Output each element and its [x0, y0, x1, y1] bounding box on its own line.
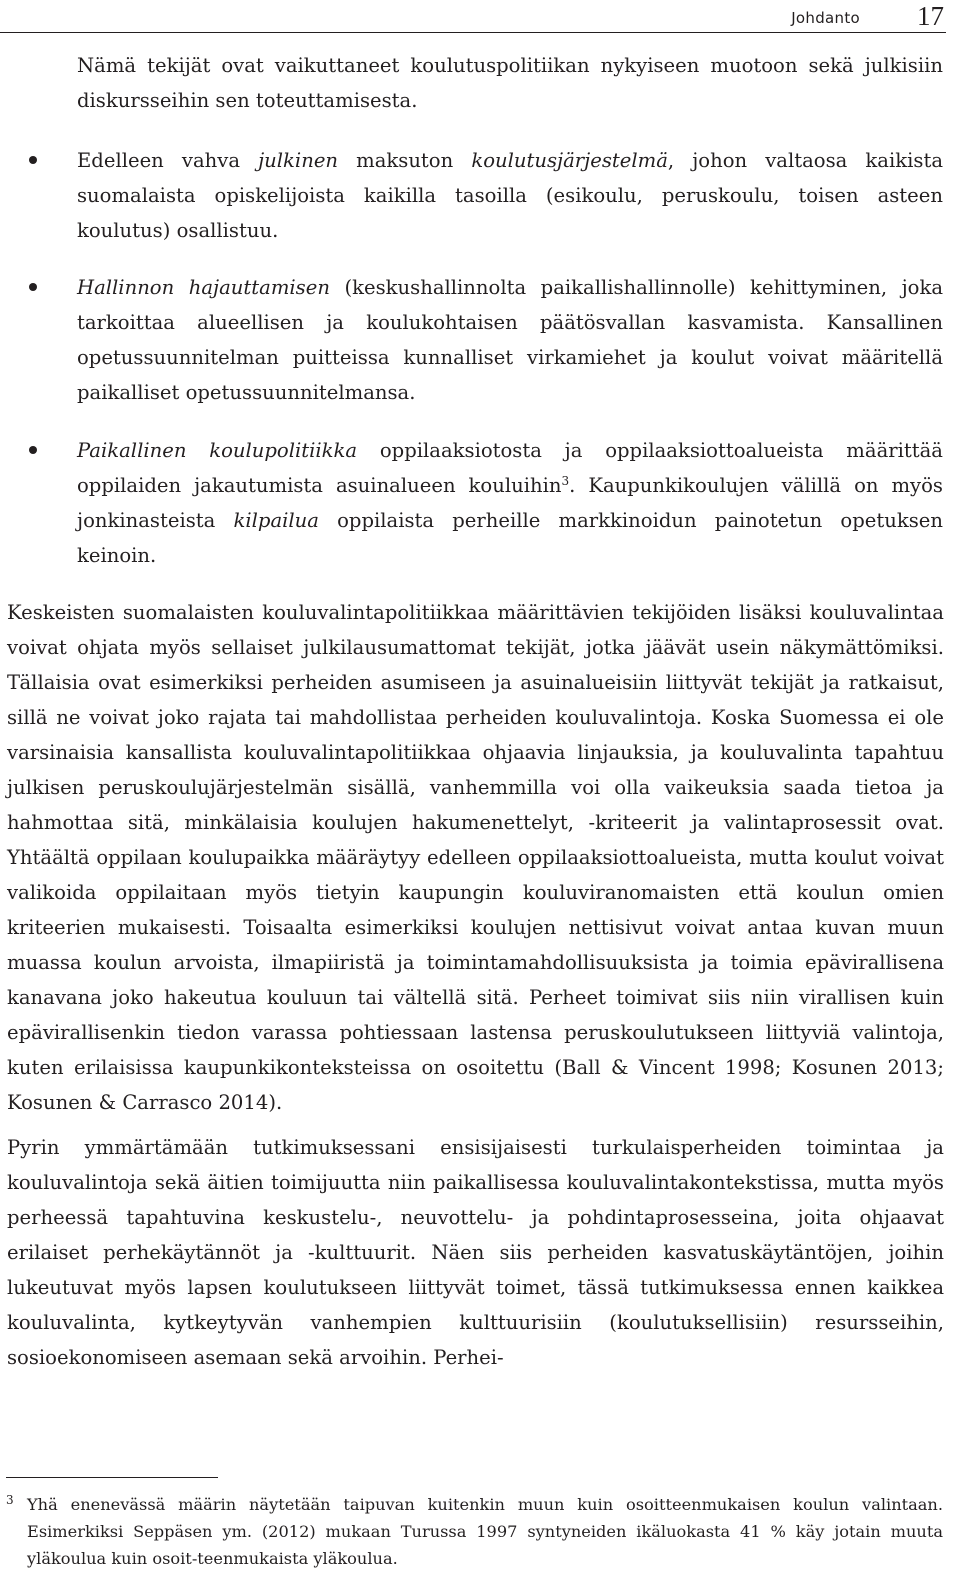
bullet-icon [29, 283, 37, 291]
bullet-emphasis: koulutusjärjestelmä [471, 149, 668, 172]
bullet-text: maksuton [338, 149, 472, 172]
page-number: 17 [917, 1, 944, 31]
bullet-text: oppilaista perheille markkinoidun painotetun opetuksen keinoin. [77, 509, 943, 567]
footnote [6, 1491, 943, 1572]
body-paragraph: Keskeisten suomalaisten kouluvalintapolitiikkaa määrittävien tekijöiden lisäksi kouluvalintaa voivat ohjata myös sellaiset julkilausumattomat tekijät, jotka jäävät usein näkymättömiksi. Tällaisia ovat esimerkiksi perheiden asumiseen ja asuinalueisiin liittyvät tekijät ja ratkaisut, sillä ne voivat joko rajata tai mahdollistaa perheiden kouluvalintoja. Koska Suomessa ei ole varsinaisia kansallista kouluvalintapolitiikkaa ohjaavia linjauksia, ja kouluvalinta tapahtuu julkisen peruskoulujärjestelmän sisällä, vanhemmilla voi olla vaikeuksia saada tietoa ja hahmottaa sitä, minkälaisia koulujen hakumenettelyt, -kriteerit ja valintaprosessit ovat. Yhtäältä oppilaan koulupaikka määräytyy edelleen oppilaaksiottoalueista, mutta koulut voivat valikoida oppilaitaan myös tietyin kaupungin kouluviranomaisten että koulun omien kriteerien mukaisesti. Toisaalta esimerkiksi koulujen nettisivut voivat antaa kuvan muun muassa koulun arvoista, ilmapiiristä ja toimintamahdollisuuksista ja toimia epävirallisena kanavana joko hakeutua kouluun tai vältellä sitä. Perheet toimivat siis niin virallisen kuin epävirallisenkin tiedon varassa pohtiessaan lastensa peruskoulutukseen liittyviä valintoja, kuten erilaisissa kaupunkikonteksteissa on osoitettu (Ball & Vincent 1998; Kosunen 2013; Kosunen & Carrasco 2014). [7, 601, 944, 1114]
bullet-text: . Kaupunkikoulujen välillä on myös jonkinasteista [77, 474, 943, 532]
bullet-icon [29, 156, 37, 164]
header-rule [0, 32, 946, 33]
bullet-emphasis: julkinen [258, 149, 339, 172]
running-header-section: Johdanto [791, 9, 860, 27]
bullet-icon [29, 446, 37, 454]
footnote-reference: 3 [561, 474, 570, 488]
continuation-body: Nämä tekijät ovat vaikuttaneet koulutuspolitiikan nykyiseen muotoon sekä julkisiin diskursseihin sen toteuttamisesta. [77, 54, 943, 112]
body-paragraph: Pyrin ymmärtämään tutkimuksessani ensisijaisesti turkulaisperheiden toimintaa ja kouluvalintoja sekä äitien toimijuutta niin paikallisessa kouluvalintakontekstissa, mutta myös perheessä tapahtuvina keskustelu-, neuvottelu- ja pohdintaprosesseina, joita ohjaavat erilaiset perhekäytännöt ja -kulttuurit. Näen siis perheiden kasvatuskäytäntöjen, joihin lukeutuvat myös lapsen koulutukseen liittyvät toimet, tässä tutkimuksessa ennen kaikkea kouluvalinta, kytkeytyvän vanhempien kulttuurisiin (koulutuksellisiin) resursseihin, sosioekonomiseen asemaan sekä arvoihin. Perhei- [7, 1136, 944, 1369]
bullet-emphasis: Hallinnon hajauttamisen [77, 276, 330, 299]
bullet-item [77, 270, 943, 410]
continuation-text [77, 48, 943, 118]
bullet-text: Edelleen vahva [77, 149, 259, 172]
bullet-emphasis: kilpailua [233, 509, 319, 532]
bullet-text: , johon valtaosa kaikista suomalaista opiskelijoista kaikilla tasoilla (esikoulu, peruskoulu, toisen asteen koulutus) osallistuu. [77, 149, 943, 242]
bullet-item [77, 143, 943, 248]
bullet-text: (keskushallinnolta paikallishallinnolle) kehittyminen, joka tarkoittaa alueellisen ja koulukohtaisen päätösvallan kasvamista. Kansallinen opetussuunnitelman puitteissa kunnalliset virkamiehet ja koulut voivat määritellä paikalliset opetussuunnitelmansa. [77, 276, 943, 404]
running-header [0, 1, 946, 31]
footnote-text: Yhä enenevässä määrin näytetään taipuvan kuitenkin muun kuin osoitteenmukaisen koulun valintaan. Esimerkiksi Seppäsen ym. (2012) mukaan Turussa 1997 syntyneiden ikäluokasta 41 % käy jotain muuta yläkoulua kuin osoit-teenmukaista yläkoulua. [27, 1495, 943, 1568]
footnote-rule [6, 1477, 218, 1478]
bullet-emphasis: Paikallinen koulupolitiikka [77, 439, 358, 462]
bullet-text: oppilaaksiotosta ja oppilaaksiottoalueista määrittää oppilaiden jakautumista asuinalueen kouluihin [77, 439, 943, 497]
footnote-mark: 3 [6, 1493, 14, 1507]
bullet-item [77, 433, 943, 573]
